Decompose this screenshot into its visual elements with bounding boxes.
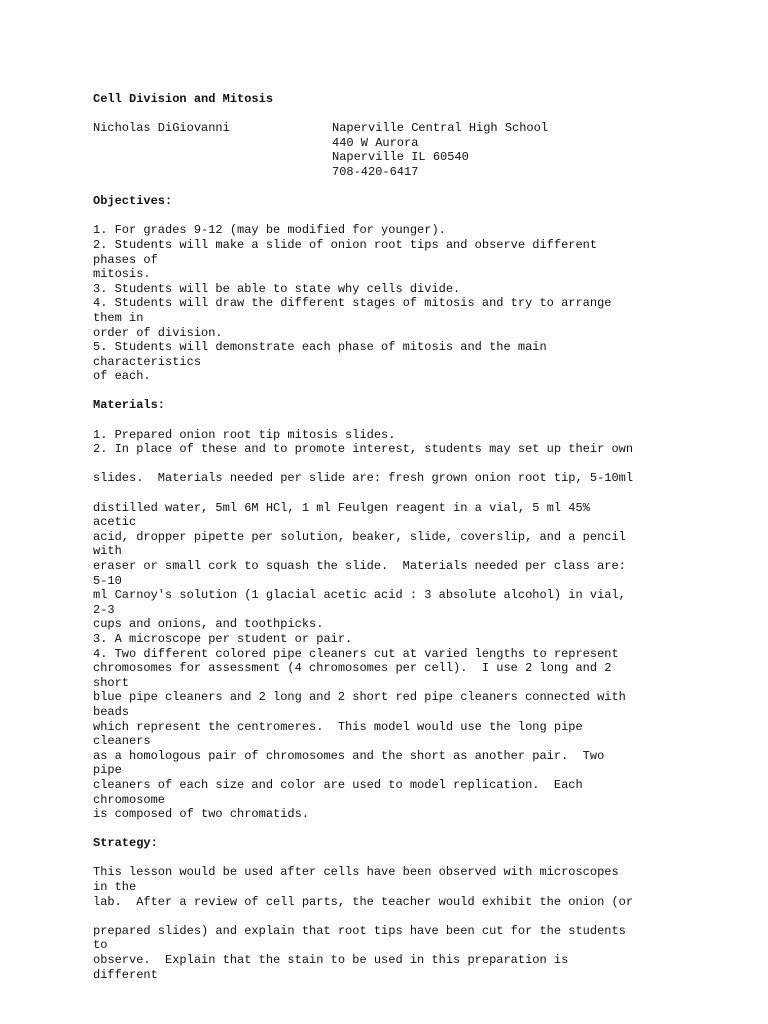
materials-line: pipe xyxy=(93,763,122,778)
materials-line: beads xyxy=(93,704,130,719)
objectives-line: 1. For grades 9-12 (may be modified for younger). xyxy=(93,223,446,238)
strategy-line: This lesson would be used after cells have been observed with microscopes xyxy=(93,865,619,880)
header-block xyxy=(93,121,753,179)
objectives-line: mitosis. xyxy=(93,267,151,282)
materials-line: chromosomes for assessment (4 chromosomes per cell). I use 2 long and 2 xyxy=(93,661,612,676)
materials-list xyxy=(93,428,753,822)
author-name: Nicholas DiGiovanni xyxy=(93,121,230,136)
materials-line: 4. Two different colored pipe cleaners cut at varied lengths to represent xyxy=(93,646,619,661)
materials-line: cups and onions, and toothpicks. xyxy=(93,617,324,632)
materials-line: acid, dropper pipette per solution, beaker, slide, coverslip, and a pencil xyxy=(93,529,626,544)
materials-line: acetic xyxy=(93,515,137,530)
materials-line: 1. Prepared onion root tip mitosis slides. xyxy=(93,427,396,442)
objectives-heading: Objectives: xyxy=(93,194,173,209)
materials-heading: Materials: xyxy=(93,398,166,413)
materials-line: 2. In place of these and to promote interest, students may set up their own xyxy=(93,442,634,457)
materials-line: chromosome xyxy=(93,792,166,807)
objectives-line: 2. Students will make a slide of onion root tips and observe different xyxy=(93,237,598,252)
objectives-line: phases of xyxy=(93,252,158,267)
materials-line: ml Carnoy's solution (1 glacial acetic acid : 3 absolute alcohol) in vial, xyxy=(93,588,626,603)
objectives-line: characteristics xyxy=(93,354,202,369)
objectives-line: order of division. xyxy=(93,325,223,340)
materials-line: as a homologous pair of chromosomes and the short as another pair. Two xyxy=(93,748,605,763)
strategy-line: lab. After a review of cell parts, the teacher would exhibit the onion (or xyxy=(93,894,634,909)
materials-line xyxy=(93,457,753,472)
strategy-line: observe. Explain that the stain to be used in this preparation is xyxy=(93,953,569,968)
objectives-line: 4. Students will draw the different stages of mitosis and try to arrange xyxy=(93,296,612,311)
strategy-line: different xyxy=(93,967,158,982)
author-column xyxy=(93,121,332,179)
objectives-line: 3. Students will be able to state why cells divide. xyxy=(93,281,461,296)
objectives-line: 5. Students will demonstrate each phase of mitosis and the main xyxy=(93,340,547,355)
school-address xyxy=(332,121,753,179)
strategy-heading: Strategy: xyxy=(93,836,158,851)
objectives-line: them in xyxy=(93,310,144,325)
school-city: Naperville IL 60540 xyxy=(332,150,469,165)
strategy-text xyxy=(93,865,753,982)
materials-line: cleaners xyxy=(93,734,151,749)
school-name: Naperville Central High School xyxy=(332,121,549,136)
strategy-line: to xyxy=(93,938,108,953)
materials-line: slides. Materials needed per slide are: fresh grown onion root tip, 5-10ml xyxy=(93,471,634,486)
materials-line: cleaners of each size and color are used to model replication. Each xyxy=(93,777,583,792)
strategy-line: in the xyxy=(93,880,137,895)
materials-line: is composed of two chromatids. xyxy=(93,807,310,822)
materials-line xyxy=(93,486,753,501)
materials-line: 5-10 xyxy=(93,573,122,588)
materials-line: which represent the centromeres. This model would use the long pipe xyxy=(93,719,583,734)
materials-line: short xyxy=(93,675,130,690)
objectives-line: of each. xyxy=(93,369,151,384)
strategy-line xyxy=(93,909,753,924)
materials-line: 2-3 xyxy=(93,602,115,617)
objectives-list xyxy=(93,223,753,384)
materials-line: 3. A microscope per student or pair. xyxy=(93,631,353,646)
materials-line: with xyxy=(93,544,122,559)
document-title: Cell Division and Mitosis xyxy=(93,92,274,106)
school-street: 440 W Aurora xyxy=(332,135,419,150)
materials-line: distilled water, 5ml 6M HCl, 1 ml Feulgen reagent in a vial, 5 ml 45% xyxy=(93,500,590,515)
materials-line: blue pipe cleaners and 2 long and 2 short red pipe cleaners connected with xyxy=(93,690,626,705)
document-page xyxy=(93,92,753,982)
school-phone: 708-420-6417 xyxy=(332,164,419,179)
strategy-line: prepared slides) and explain that root tips have been cut for the students xyxy=(93,923,626,938)
materials-line: eraser or small cork to squash the slide. Materials needed per class are: xyxy=(93,559,626,573)
